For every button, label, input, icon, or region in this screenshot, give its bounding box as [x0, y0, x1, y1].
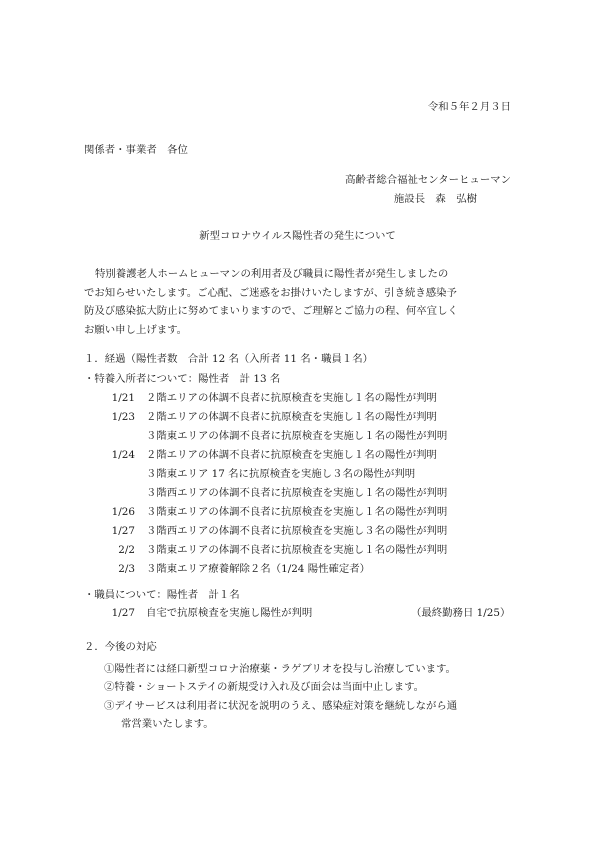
intro-line: 特別養護老人ホームヒューマンの利用者及び職員に陽性者が発生しましたの	[95, 268, 449, 280]
log-date: 2/2	[118, 544, 135, 556]
log-date: 1/26	[111, 506, 135, 518]
log-date: 1/23	[111, 411, 135, 423]
log-row	[0, 487, 595, 503]
section-1-heading: １．経過（陽性者数 合計 12 名（入所者 11 名・職員１名）	[84, 353, 374, 365]
log-text: ２階エリアの体調不良者に抗原検査を実施し１名の陽性が判明	[146, 449, 437, 461]
log-row	[0, 468, 595, 484]
list-item-continuation: 常営業いたします。	[121, 718, 214, 731]
log-text: ３階東エリア 17 名に抗原検査を実施し３名の陽性が判明	[146, 468, 416, 480]
log-text: ３階西エリアの体調不良者に抗原検査を実施し３名の陽性が判明	[146, 525, 448, 537]
intro-line: お願い申し上げます。	[84, 323, 188, 336]
intro-paragraph	[84, 265, 510, 339]
log-date: 1/27	[111, 525, 135, 537]
log-text: ３階東エリアの体調不良者に抗原検査を実施し１名の陽性が判明	[146, 506, 448, 518]
intro-line: 防及び感染拡大防止に努めてまいりますので、ご理解とご協力の程、何卒宜しく	[84, 305, 458, 317]
intro-line: でお知らせいたします。ご心配、ご迷惑をお掛けいたしますが、引き続き感染予	[84, 286, 457, 299]
document-title: 新型コロナウイルス陽性者の発生について	[199, 230, 396, 242]
log-text: ３階西エリアの体調不良者に抗原検査を実施し１名の陽性が判明	[146, 487, 448, 499]
log-row	[0, 525, 595, 541]
last-workday-note: （最終勤務日 1/25）	[411, 607, 511, 619]
log-date: 1/21	[111, 392, 135, 404]
log-row	[0, 392, 595, 408]
sender-organization: 高齢者総合福祉センターヒューマン	[345, 174, 511, 186]
list-item: ①陽性者には経口新型コロナ治療薬・ラゲブリオを投与し治療しています。	[104, 663, 456, 675]
addressee: 関係者・事業者 各位	[84, 144, 188, 156]
log-row	[0, 544, 595, 560]
log-row	[0, 506, 595, 522]
log-date: 1/27	[111, 607, 135, 619]
log-text: ３階東エリアの体調不良者に抗原検査を実施し１名の陽性が判明	[146, 544, 448, 556]
log-text: ３階東エリア療養解除２名（1/24 陽性確定者）	[146, 563, 371, 575]
list-item: ③デイサービスは利用者に状況を説明のうえ、感染症対策を継続しながら通	[104, 699, 458, 712]
log-date: 1/24	[111, 449, 135, 461]
residents-heading: ・特養入所者について：陽性者 計 13 名	[84, 373, 281, 385]
list-item: ②特養・ショートステイの新規受け入れ及び面会は当面中止します。	[104, 681, 425, 694]
section-2-heading: ２．今後の対応	[84, 641, 157, 653]
staff-heading: ・職員について：陽性者 計１名	[84, 589, 240, 601]
log-row	[0, 563, 595, 579]
log-row	[0, 411, 595, 427]
response-list	[104, 660, 514, 734]
log-text: ３階東エリアの体調不良者に抗原検査を実施し１名の陽性が判明	[146, 430, 448, 442]
log-row	[0, 430, 595, 446]
log-text: 自宅で抗原検査を実施し陽性が判明	[146, 607, 313, 619]
sender-name: 施設長 森 弘樹	[393, 193, 477, 205]
log-row	[0, 449, 595, 465]
log-text: ２階エリアの体調不良者に抗原検査を実施し１名の陽性が判明	[146, 411, 437, 423]
log-date: 2/3	[118, 563, 135, 575]
document-date: 令和５年２月３日	[427, 101, 511, 113]
log-text: ２階エリアの体調不良者に抗原検査を実施し１名の陽性が判明	[146, 392, 437, 404]
